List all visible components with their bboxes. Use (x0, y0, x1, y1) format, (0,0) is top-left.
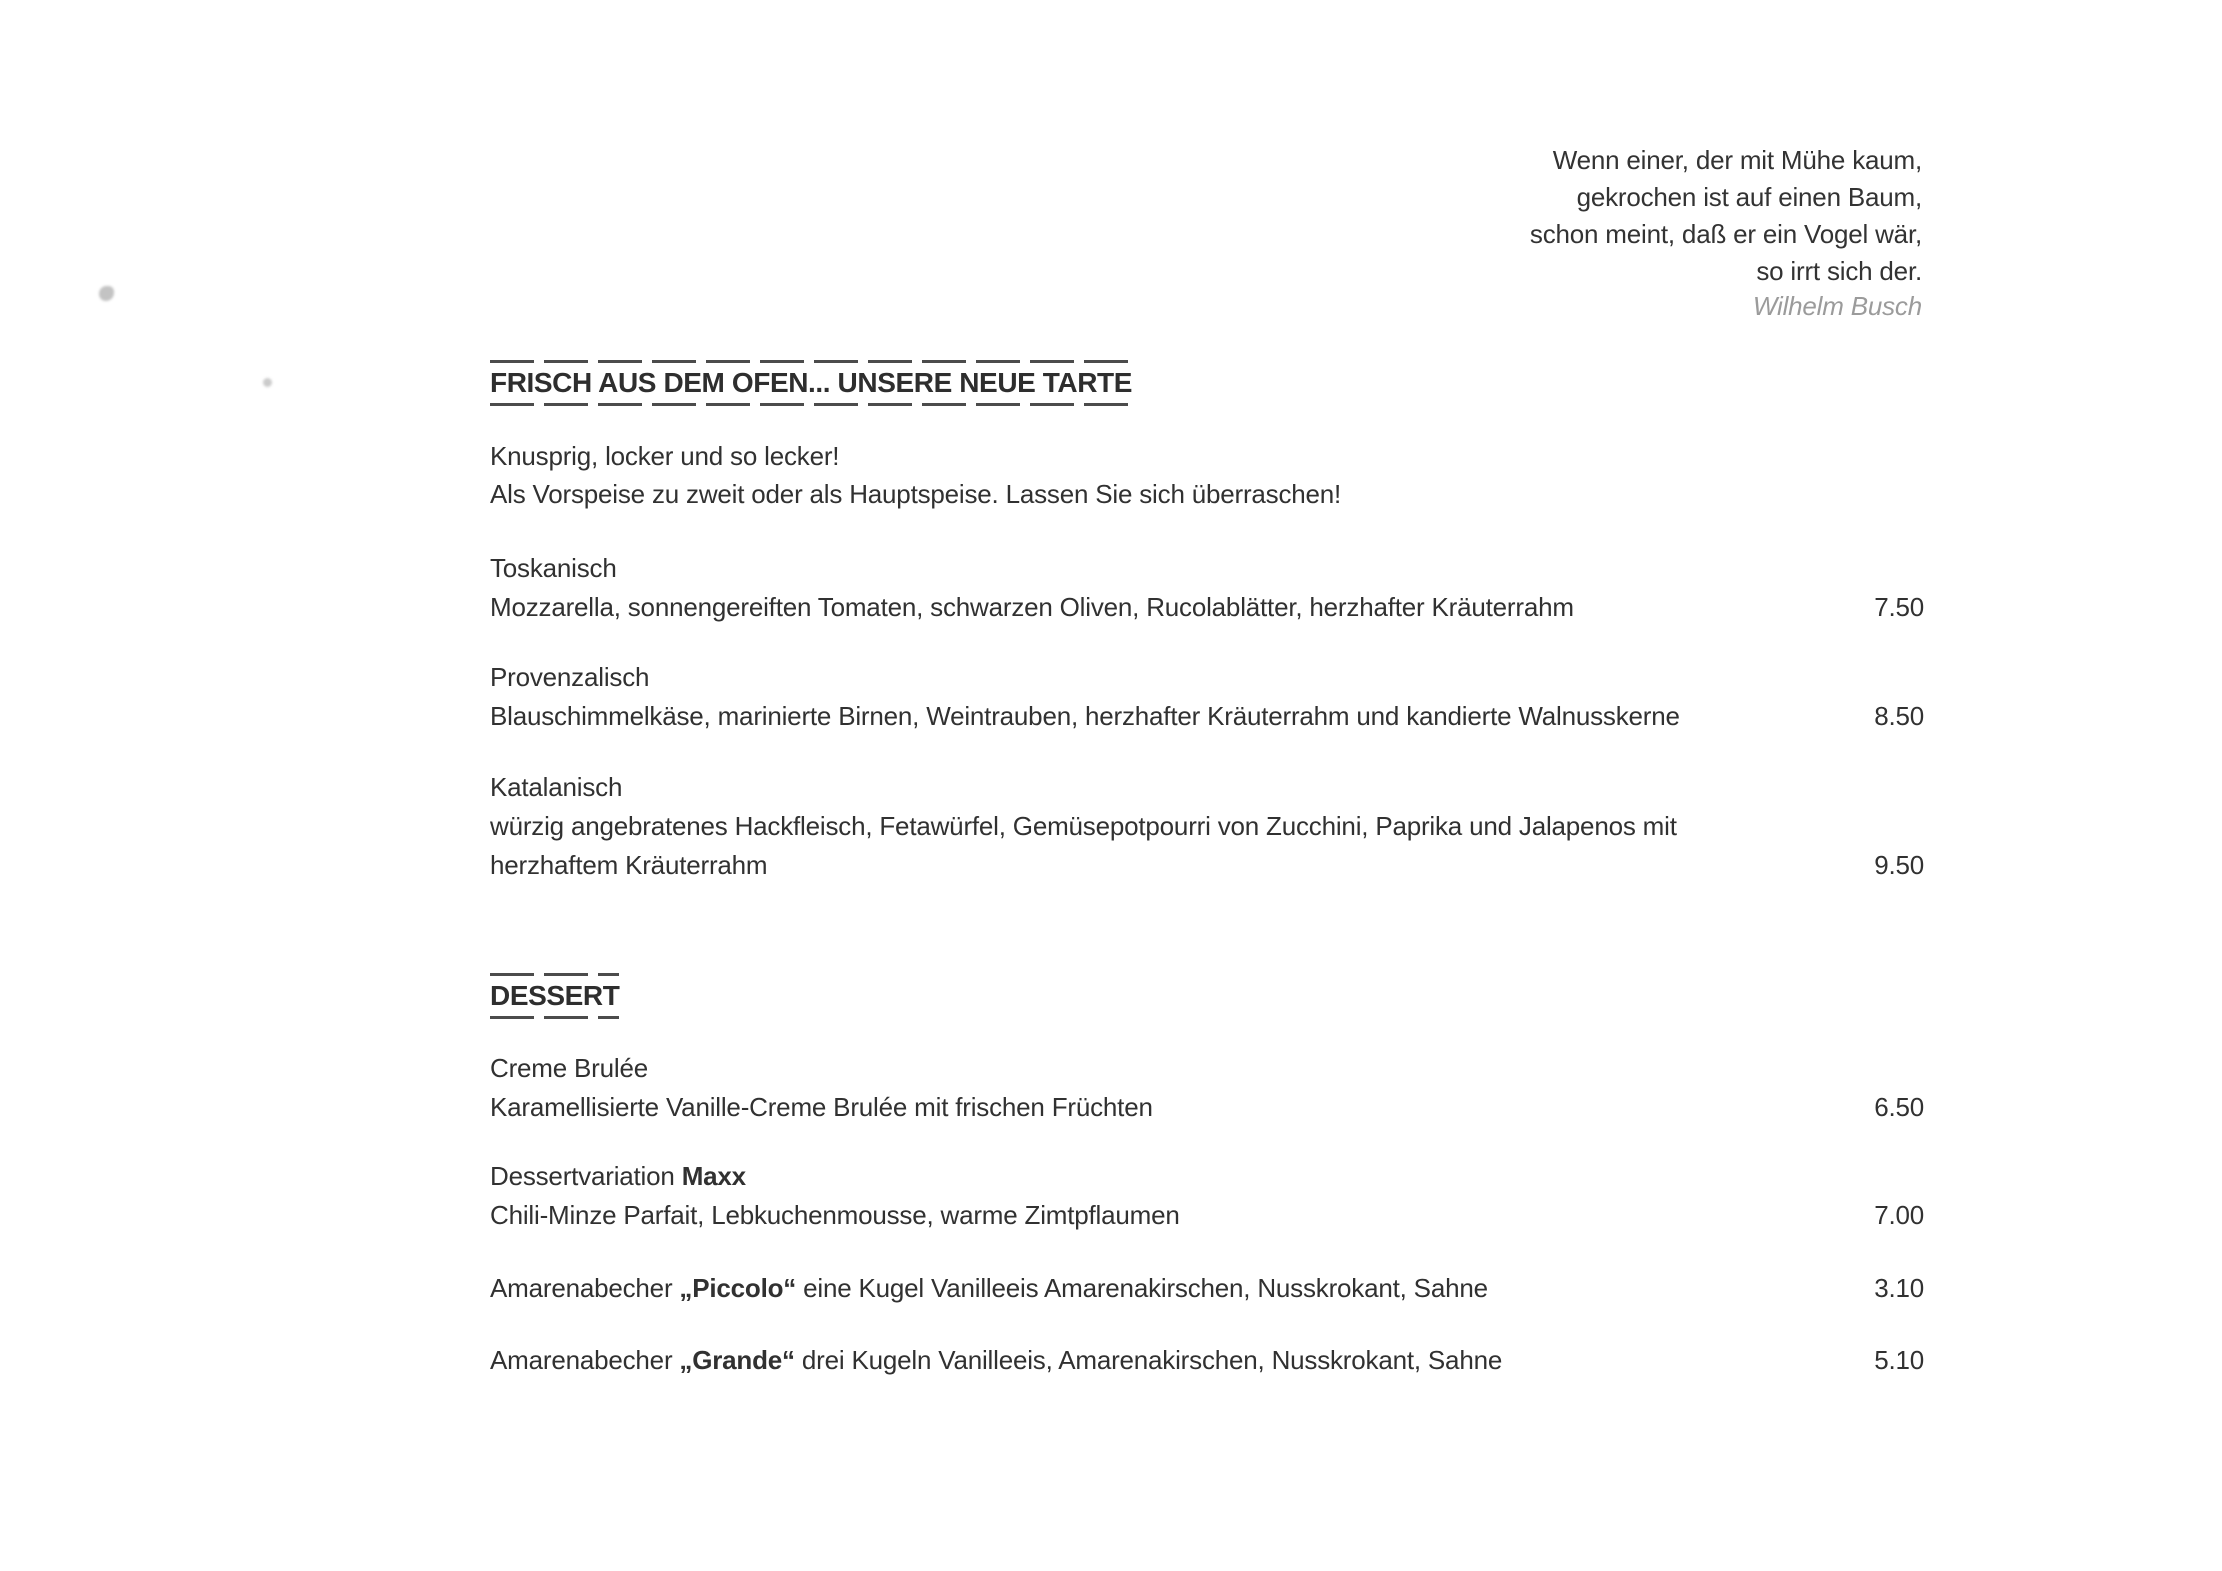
section-dessert-header (490, 973, 631, 1019)
item-price: 7.00 (1874, 1200, 1924, 1230)
paper-speck (99, 286, 114, 301)
item-lead: Amarenabecher (490, 1345, 680, 1375)
item-emphasis: „Piccolo“ (679, 1273, 797, 1303)
dash-line-bottom (490, 1016, 619, 1019)
item-text (490, 768, 1854, 885)
quote-line: gekrochen ist auf einen Baum, (1576, 182, 1922, 212)
item-price: 3.10 (1874, 1273, 1924, 1303)
item-name: Toskanisch (490, 553, 617, 583)
item-text (490, 1269, 1854, 1308)
quote-line: so irrt sich der. (1756, 256, 1922, 286)
item-desc-line: herzhaftem Kräuterrahm (490, 850, 768, 880)
quote-line: schon meint, daß er ein Vogel wär, (1529, 219, 1922, 249)
menu-item-katalanisch (490, 768, 1924, 885)
item-price: 9.50 (1874, 850, 1924, 880)
quote-line: Wenn einer, der mit Mühe kaum, (1552, 145, 1922, 175)
menu-item-dessertvariation-maxx (490, 1157, 1924, 1235)
section-tarte-title: FRISCH AUS DEM OFEN... UNSERE NEUE TARTE (490, 367, 1133, 398)
item-text (490, 1341, 1854, 1380)
menu-item-amarenabecher-grande (490, 1341, 1924, 1380)
section-tarte-header (490, 360, 1144, 406)
item-price: 5.10 (1874, 1345, 1924, 1375)
item-desc-line: würzig angebratenes Hackfleisch, Fetawürfel, Gemüsepotpourri von Zucchini, Paprika und Jalapenos mit (490, 811, 1677, 841)
item-name-regular: Dessertvariation (490, 1161, 682, 1191)
menu-item-provenzalisch (490, 658, 1924, 736)
paper-speck (263, 378, 272, 387)
item-text (490, 549, 1854, 627)
tarte-intro (490, 437, 1341, 513)
item-name-bold: Maxx (681, 1161, 746, 1191)
item-price: 7.50 (1874, 592, 1924, 622)
menu-content (490, 0, 1924, 1571)
item-desc-line: Chili-Minze Parfait, Lebkuchenmousse, warme Zimtpflaumen (490, 1200, 1180, 1230)
menu-item-amarenabecher-piccolo (490, 1269, 1924, 1308)
item-text (490, 1157, 1854, 1235)
item-desc-line: Mozzarella, sonnengereiften Tomaten, schwarzen Oliven, Rucolablätter, herzhafter Kräuterrahm (490, 592, 1574, 622)
item-name: Creme Brulée (490, 1053, 648, 1083)
item-lead: Amarenabecher (490, 1273, 680, 1303)
intro-line: Als Vorspeise zu zweit oder als Hauptspeise. Lassen Sie sich überraschen! (490, 479, 1342, 509)
item-name: Katalanisch (490, 772, 623, 802)
intro-line: Knusprig, locker und so lecker! (490, 441, 840, 471)
dash-line-top (490, 973, 619, 976)
dash-line-bottom (490, 403, 1132, 406)
item-name: Provenzalisch (490, 662, 650, 692)
item-price: 8.50 (1874, 701, 1924, 731)
item-tail: drei Kugeln Vanilleeis, Amarenakirschen, Nusskrokant, Sahne (794, 1345, 1503, 1375)
dash-line-top (490, 360, 1132, 363)
item-desc-line: Blauschimmelkäse, marinierte Birnen, Weintrauben, herzhafter Kräuterrahm und kandierte Walnusskerne (490, 701, 1680, 731)
section-dessert-title: DESSERT (490, 980, 620, 1011)
menu-item-toskanisch (490, 549, 1924, 627)
item-tail: eine Kugel Vanilleeis Amarenakirschen, Nusskrokant, Sahne (796, 1273, 1488, 1303)
item-desc-line: Karamellisierte Vanille-Creme Brulée mit frischen Früchten (490, 1092, 1153, 1122)
quote-attribution: Wilhelm Busch (1752, 291, 1922, 321)
item-text (490, 1049, 1854, 1127)
item-name (490, 1157, 1854, 1196)
item-text (490, 658, 1854, 736)
item-price: 6.50 (1874, 1092, 1924, 1122)
item-emphasis: „Grande“ (679, 1345, 795, 1375)
menu-item-creme-brulee (490, 1049, 1924, 1127)
